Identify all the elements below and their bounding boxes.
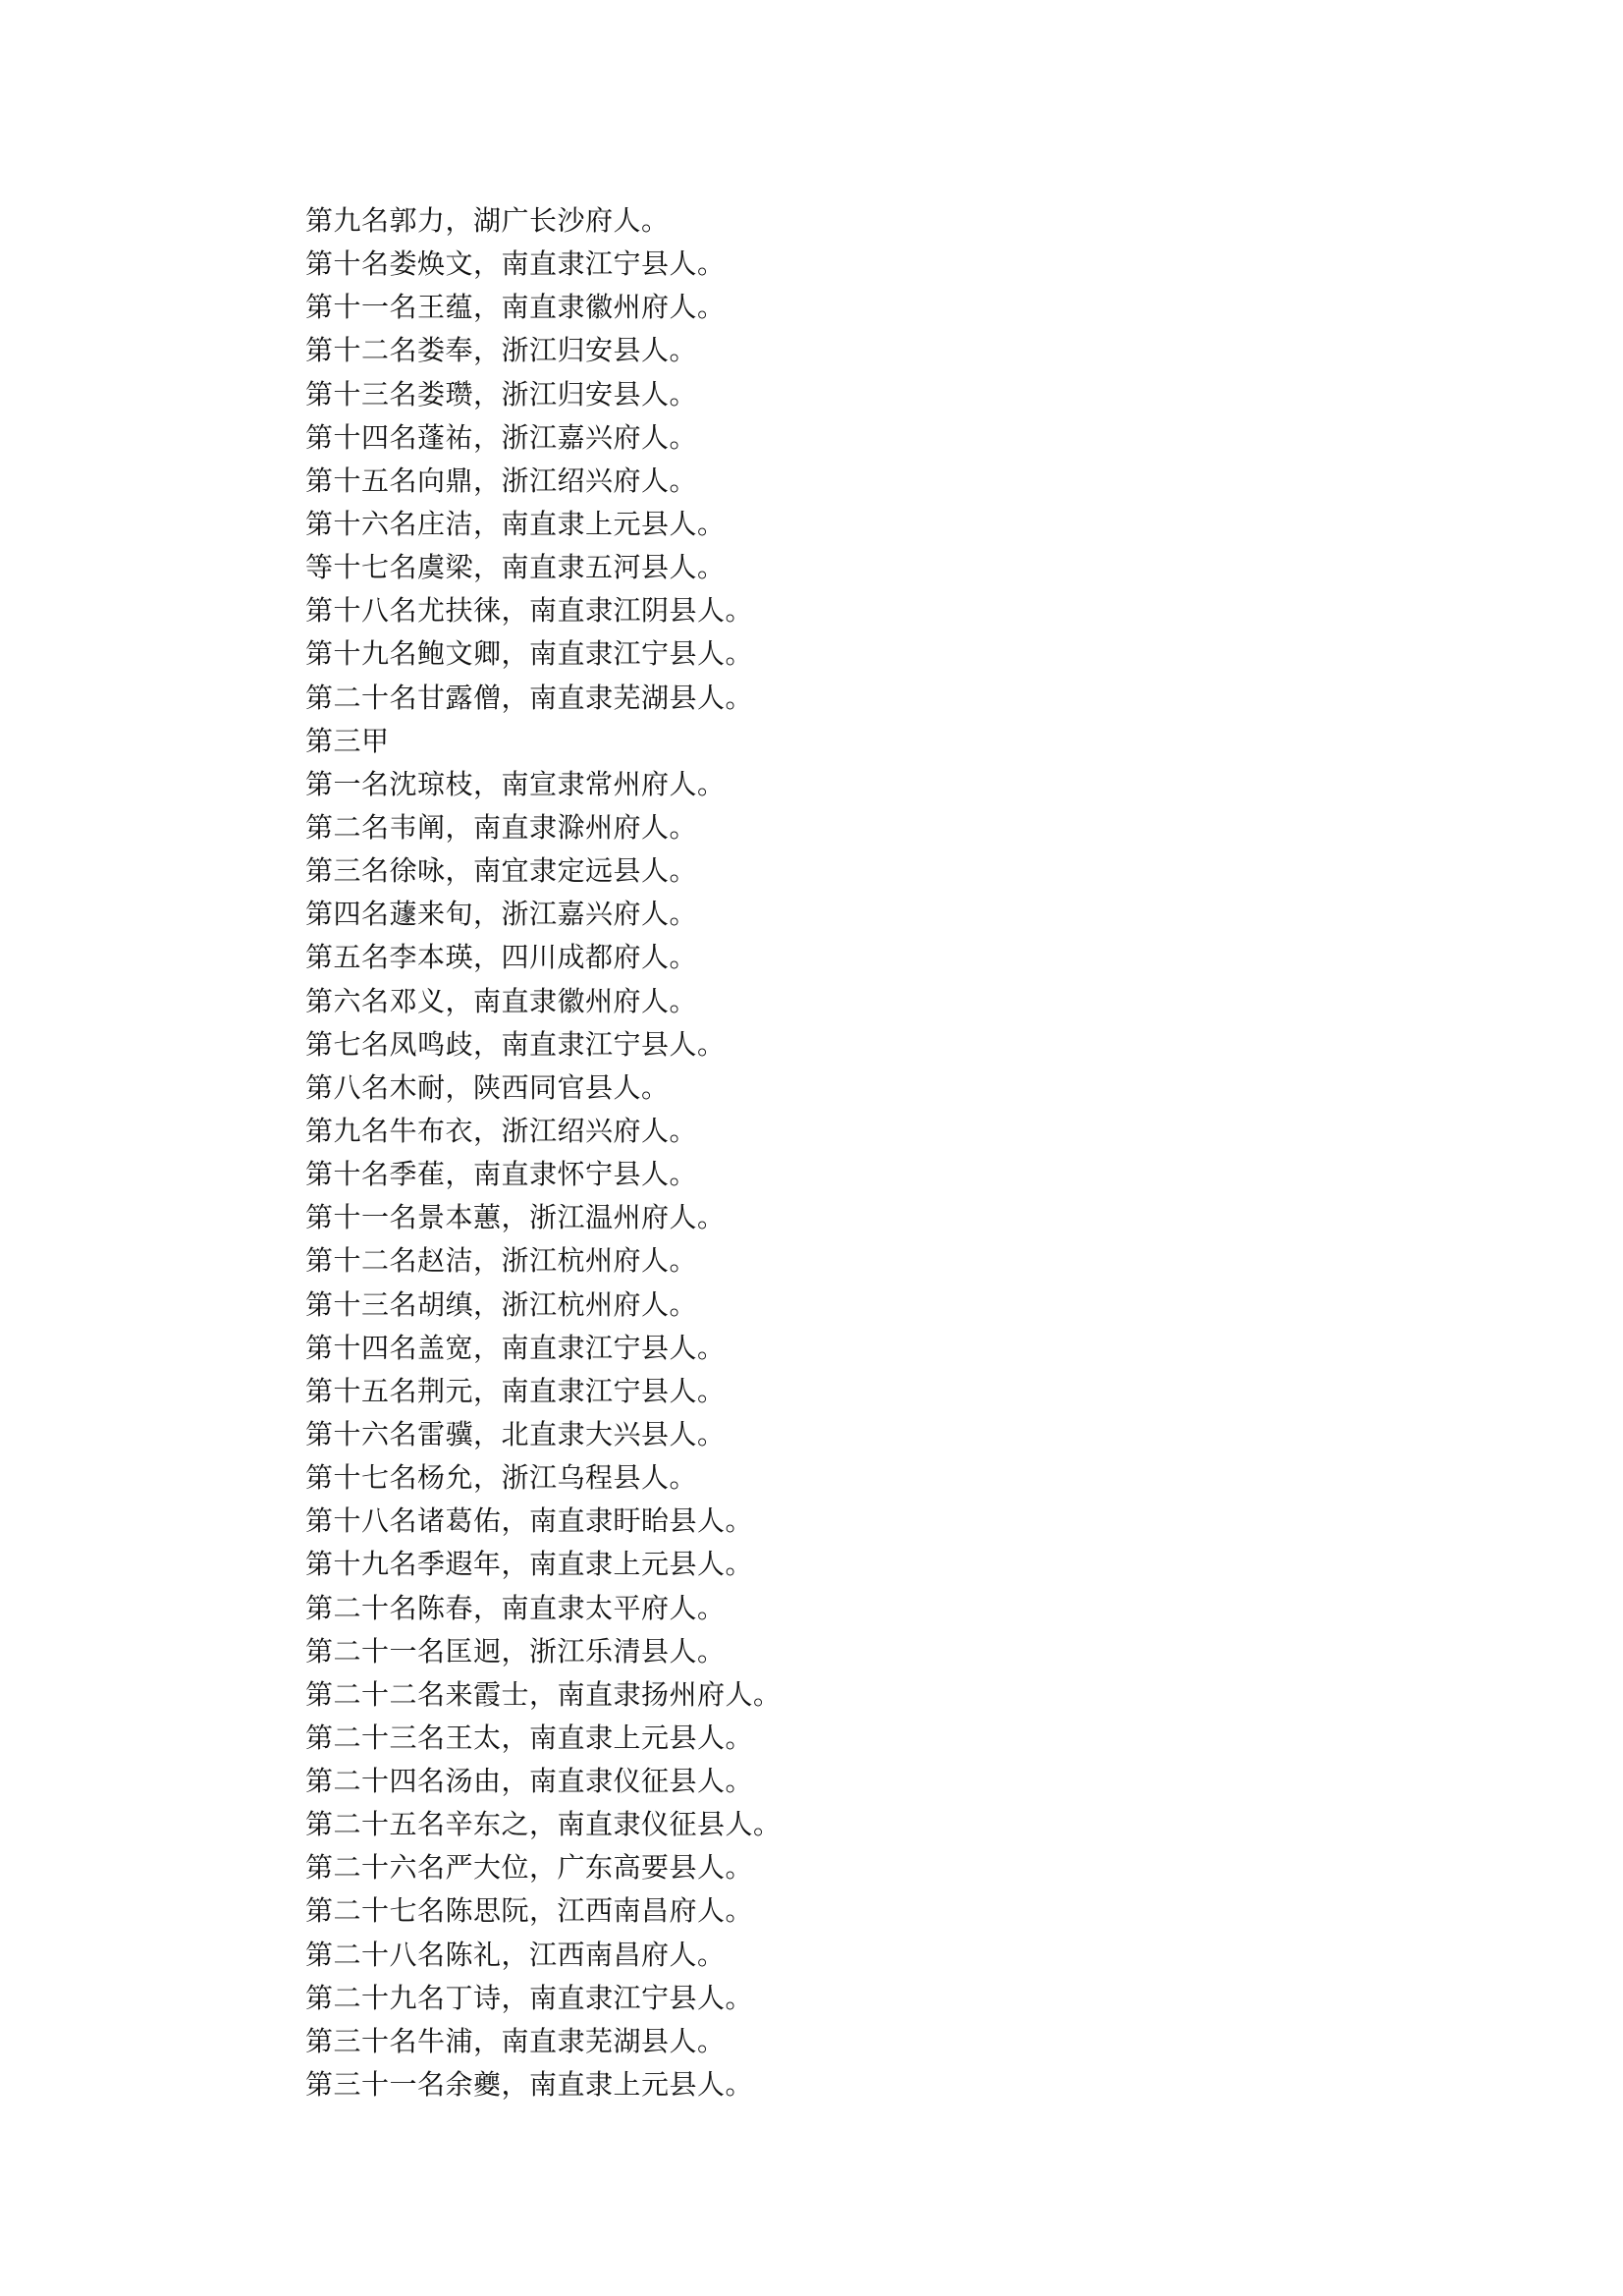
text-line: 第十名娄焕文，南直隶江宁县人。: [305, 247, 726, 281]
text-line: 第二十五名辛东之，南直隶仪征县人。: [305, 1808, 782, 1841]
text-line: 第八名木耐，陕西同官县人。: [305, 1070, 670, 1104]
text-line: 第十三名胡缜，浙江杭州府人。: [305, 1287, 698, 1321]
text-line: 第二十六名严大位，广东高要县人。: [305, 1851, 754, 1885]
text-line: 第十五名向鼎，浙江绍兴府人。: [305, 464, 698, 497]
text-line: 第十四名蓬祐，浙江嘉兴府人。: [305, 420, 698, 454]
text-line: 第二名韦阐，南直隶滁州府人。: [305, 810, 698, 844]
text-line: 第三十一名余夔，南直隶上元县人。: [305, 2068, 754, 2102]
text-line: 第二十一名匡迥，浙江乐清县人。: [305, 1634, 726, 1667]
text-line: 第二十名陈春，南直隶太平府人。: [305, 1591, 726, 1624]
text-line: 第二十名甘露僧，南直隶芜湖县人。: [305, 681, 754, 714]
text-line: 第十九名鲍文卿，南直隶江宁县人。: [305, 637, 754, 671]
text-line: 第十八名尤扶徕，南直隶江阴县人。: [305, 594, 754, 628]
text-line: 第十一名景本蕙，浙江温州府人。: [305, 1201, 726, 1234]
text-line: 第十三名娄瓒，浙江归安县人。: [305, 377, 698, 410]
text-line: 第五名李本瑛，四川成都府人。: [305, 941, 698, 974]
text-line: 第九名郭力，湖广长沙府人。: [305, 204, 670, 237]
text-line: 第二十七名陈思阮，江西南昌府人。: [305, 1894, 754, 1928]
text-line: 第二十三名王太，南直隶上元县人。: [305, 1721, 754, 1754]
text-line: 第十六名雷骥，北直隶大兴县人。: [305, 1417, 726, 1450]
text-line: 第十二名赵洁，浙江杭州府人。: [305, 1244, 698, 1278]
text-line: 第二十九名丁诗，南直隶江宁县人。: [305, 1981, 754, 2014]
text-line: 第十五名荆元，南直隶江宁县人。: [305, 1374, 726, 1407]
text-line: 第二十二名来霞士，南直隶扬州府人。: [305, 1677, 782, 1711]
text-line: 第十四名盖宽，南直隶江宁县人。: [305, 1331, 726, 1364]
text-line: 第十七名杨允，浙江乌程县人。: [305, 1461, 698, 1495]
text-line: 第三甲: [305, 724, 390, 757]
text-line: 第十二名娄奉，浙江归安县人。: [305, 334, 698, 367]
text-line: 第九名牛布衣，浙江绍兴府人。: [305, 1114, 698, 1147]
text-line: 第四名蘧来旬，浙江嘉兴府人。: [305, 898, 698, 931]
text-line: 第十六名庄洁，南直隶上元县人。: [305, 507, 726, 540]
text-line: 第二十四名汤由，南直隶仪征县人。: [305, 1765, 754, 1798]
text-line: 第十名季萑，南直隶怀宁县人。: [305, 1158, 698, 1191]
text-line: 第十一名王蕴，南直隶徽州府人。: [305, 291, 726, 324]
document-text-block: [305, 199, 1385, 2106]
text-line: 第二十八名陈礼，江西南昌府人。: [305, 1938, 726, 1971]
text-line: 第十八名诸葛佑，南直隶盱眙县人。: [305, 1504, 754, 1538]
text-line: 第十九名季遐年，南直隶上元县人。: [305, 1548, 754, 1581]
text-line: 第六名邓义，南直隶徽州府人。: [305, 984, 698, 1017]
text-line: 等十七名虞梁，南直隶五河县人。: [305, 551, 726, 584]
text-line: 第三名徐咏，南宜隶定远县人。: [305, 854, 698, 888]
text-line: 第一名沈琼枝，南宣隶常州府人。: [305, 767, 726, 800]
text-line: 第七名凤鸣歧，南直隶江宁县人。: [305, 1027, 726, 1061]
text-line: 第三十名牛浦，南直隶芜湖县人。: [305, 2024, 726, 2057]
